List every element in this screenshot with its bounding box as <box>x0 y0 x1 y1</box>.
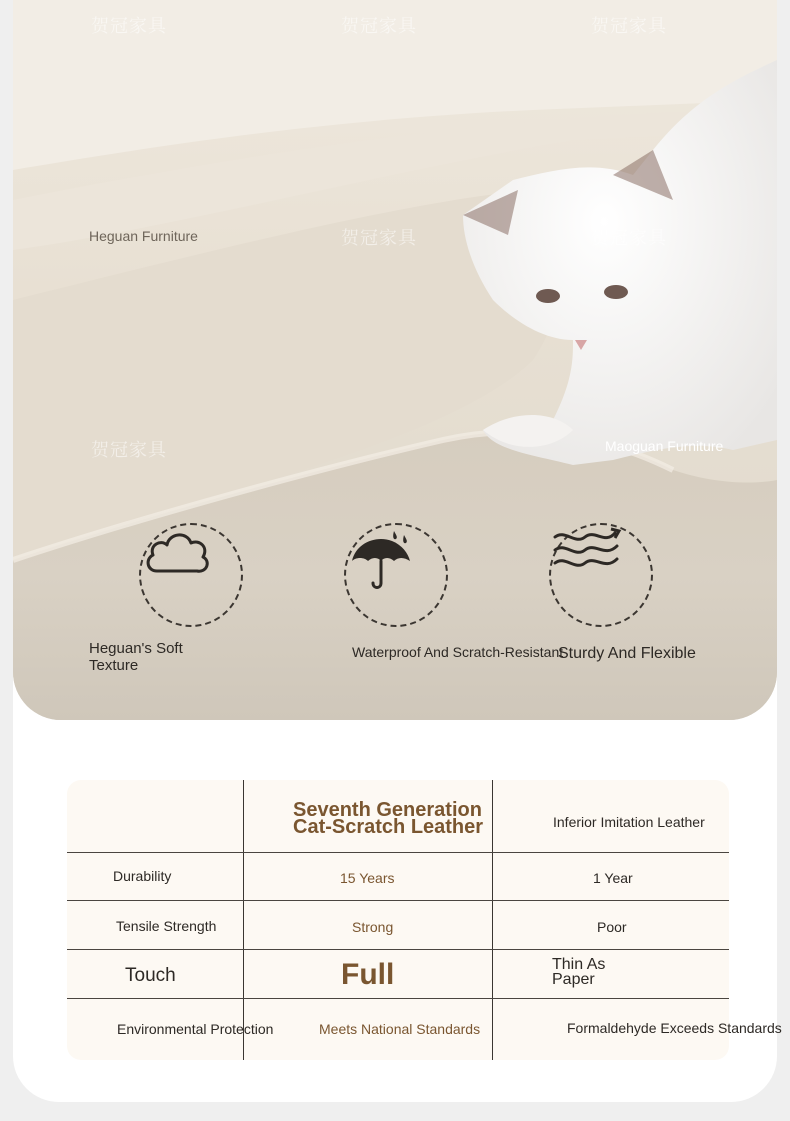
row-touch-theirs-line1: Thin As <box>552 956 606 973</box>
row-touch-theirs-line2: Paper <box>552 971 595 988</box>
header-theirs: Inferior Imitation Leather <box>553 814 705 830</box>
row-env-ours: Meets National Standards <box>319 1021 481 1037</box>
header-ours-line1: Seventh Generation <box>293 799 482 821</box>
watermark-cn-2: 贺冠家具 <box>341 16 417 37</box>
watermark-cn-4: 贺冠家具 <box>341 228 417 249</box>
row-touch-theirs <box>552 957 605 987</box>
feature-waterproof-badge <box>344 523 448 627</box>
row-tensile-theirs: Poor <box>597 919 627 935</box>
feature-label-flexible: Sturdy And Flexible <box>558 645 696 662</box>
row-env-theirs: Formaldehyde Exceeds Standards <box>567 1020 782 1036</box>
watermark-cn-5: 贺冠家具 <box>591 228 667 249</box>
row-durability-theirs: 1 Year <box>593 870 633 886</box>
row-env-attr: Environmental Protection <box>117 1021 274 1037</box>
table-divider-h4 <box>67 998 729 999</box>
row-touch-ours: Full <box>341 958 395 991</box>
cloud-icon <box>141 525 213 581</box>
watermark-cn-3: 贺冠家具 <box>591 16 667 37</box>
table-divider-h2 <box>67 900 729 901</box>
watermark-maoguan: Maoguan Furniture <box>605 438 724 454</box>
table-divider-v1 <box>243 780 244 1060</box>
umbrella-rain-icon <box>346 525 416 595</box>
watermark-cn-1: 贺冠家具 <box>91 16 167 37</box>
product-hero-image <box>13 0 777 720</box>
feature-label-waterproof: Waterproof And Scratch-Resistant <box>352 644 564 660</box>
row-touch-attr: Touch <box>125 965 176 986</box>
feature-label-soft: Heguan's Soft Texture <box>89 640 183 674</box>
header-ours <box>293 799 484 838</box>
row-durability-attr: Durability <box>113 868 172 884</box>
feature-soft-badge <box>139 523 243 627</box>
row-tensile-attr: Tensile Strength <box>116 918 217 934</box>
table-divider-v2 <box>492 780 493 1060</box>
watermark-cn-6: 贺冠家具 <box>91 440 167 461</box>
watermark-heguan: Heguan Furniture <box>89 228 198 244</box>
row-durability-ours: 15 Years <box>340 870 395 886</box>
table-divider-h1 <box>67 852 729 853</box>
header-ours-line2: Cat-Scratch Leather <box>293 816 484 838</box>
row-tensile-ours: Strong <box>352 919 394 935</box>
wind-waves-icon <box>551 525 623 575</box>
table-divider-h3 <box>67 949 729 950</box>
feature-flexible-badge <box>549 523 653 627</box>
